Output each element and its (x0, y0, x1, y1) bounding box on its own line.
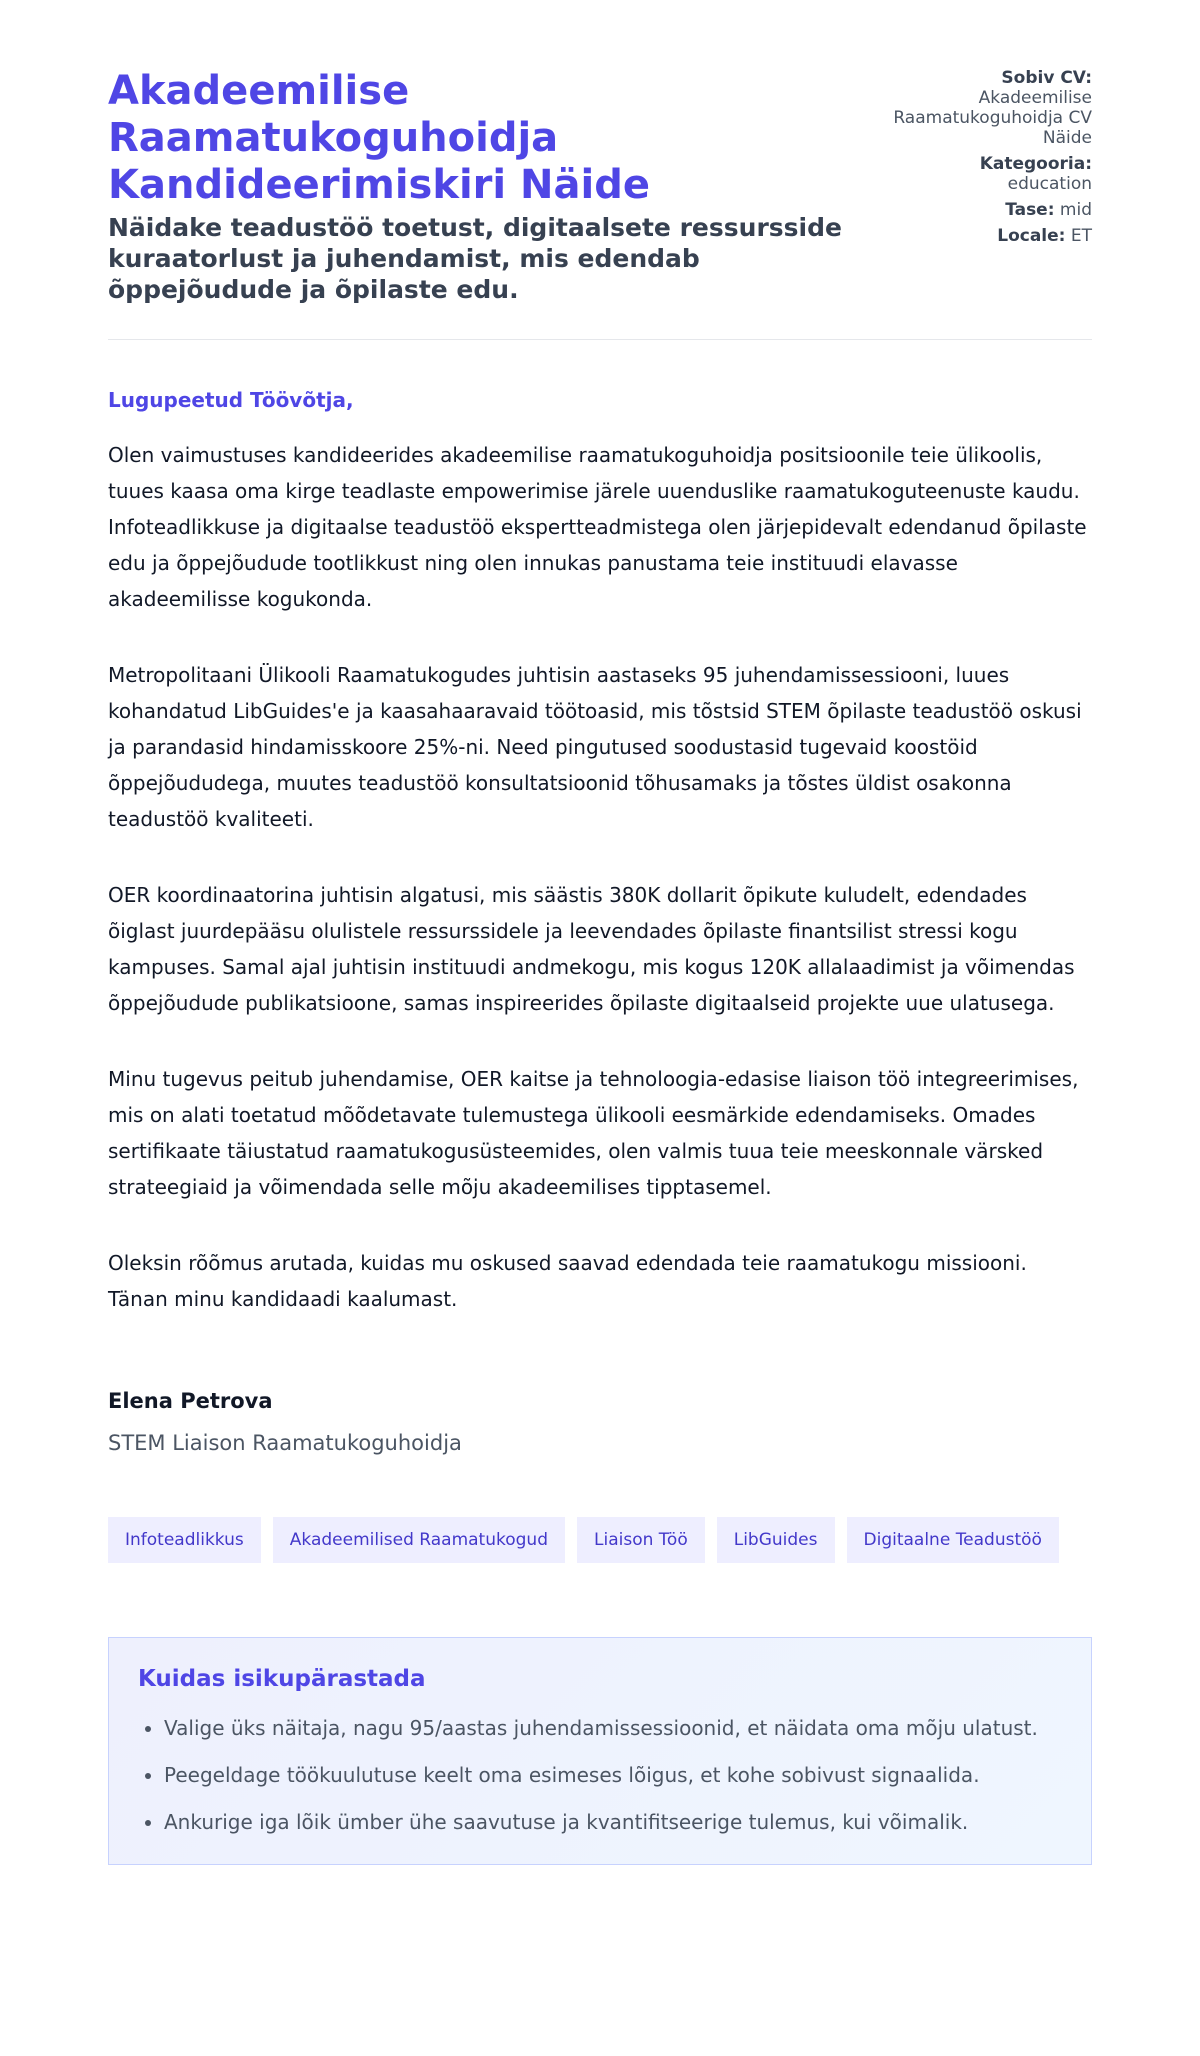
meta-locale (868, 226, 1092, 246)
meta-locale-label: Locale: (997, 226, 1066, 246)
meta-level-value: mid (1059, 200, 1092, 220)
meta-category (868, 154, 1092, 194)
tips-list-item: • Valige üks näitaja, nagu 95/aastas juhendamissessioonid, et näidata oma mõju ulatust. (164, 1710, 1062, 1746)
meta-fit (868, 68, 1092, 148)
letter-body (108, 340, 1092, 1457)
skill-tag: Infoteadlikkus (108, 1517, 261, 1563)
letter-paragraph: OER koordinaatorina juhtisin algatusi, mis säästis 380K dollarit õpikute kuludelt, edendades õiglast juurdepääsu olulistele ressurssidele ja leevendades õpilaste finantsilist stressi kogu kampuses. Samal ajal juhtisin instituudi andmekogu, mis kogus 120K allalaadimist ja võimendas õppejõudude publikatsioone, samas inspireerides õpilaste digitaalseid projekte uue ulatusega. (108, 883, 1075, 1015)
signature-name: Elena Petrova (108, 1389, 273, 1413)
skill-tag: Liaison Töö (577, 1517, 705, 1563)
meta-locale-value: ET (1070, 226, 1092, 246)
meta-fit-label: Sobiv CV: (1001, 68, 1092, 88)
personalize-tips-box (108, 1637, 1092, 1865)
title-block (108, 68, 868, 305)
skill-tag: Digitaalne Teadustöö (847, 1517, 1059, 1563)
signature-title: STEM Liaison Raamatukoguhoidja (108, 1431, 462, 1455)
letter-greeting: Lugupeetud Töövõtja, (108, 388, 354, 412)
meta-level-label: Tase: (1005, 200, 1055, 220)
header (108, 68, 1092, 340)
meta-level (868, 200, 1092, 220)
skill-tag: Akadeemilised Raamatukogud (273, 1517, 565, 1563)
tips-list-item: • Peegeldage töökuulutuse keelt oma esimeses lõigus, et kohe sobivust signaalida. (164, 1757, 1062, 1793)
tips-list (138, 1710, 1062, 1840)
skill-tags (108, 1517, 1092, 1563)
page-subtitle: Näidake teadustöö toetust, digitaalsete ressursside kuraatorlust ja juhendamist, mis edendab õppejõudude ja õpilaste edu. (108, 213, 842, 304)
letter-paragraph: Olen vaimustuses kandideerides akadeemilise raamatukoguhoidja positsioonile teie ülikoolis, tuues kaasa oma kirge teadlaste empowerimise järele uuenduslike raamatukoguteenuste kaudu. Infoteadlikkuse ja digitaalse teadustöö ekspertteadmistega olen järjepidevalt edendanud õpilaste edu ja õppejõudude tootlikkust ning olen innukas panustama teie instituudi elavasse akadeemilisse kogukonda. (108, 443, 1087, 611)
signature (108, 1387, 1092, 1457)
letter-paragraph: Metropolitaani Ülikooli Raamatukogudes juhtisin aastaseks 95 juhendamissessiooni, luues kohandatud LibGuides'e ja kaasahaaravaid töötoasid, mis tõstsid STEM õpilaste teadustöö oskusi ja parandasid hindamisskoore 25%-ni. Need pingutused soodustasid tugevaid koostöid õppejõududega, muutes teadustöö konsultatsioonid tõhusamaks ja tõstes üldist osakonna teadustöö kvaliteeti. (108, 663, 1082, 831)
meta-category-value: education (1007, 174, 1092, 194)
meta-category-label: Kategooria: (979, 154, 1092, 174)
meta-panel (868, 68, 1092, 252)
letter-paragraph: Oleksin rõõmus arutada, kuidas mu oskused saavad edendada teie raamatukogu missiooni. Tänan minu kandidaadi kaalumast. (108, 1251, 1027, 1311)
meta-fit-value: Akadeemilise Raamatukoguhoidja CV Näide (893, 88, 1092, 148)
tips-title: Kuidas isikupärastada (138, 1666, 426, 1692)
skill-tag: LibGuides (717, 1517, 835, 1563)
page-title: Akadeemilise Raamatukoguhoidja Kandideerimiskiri Näide (108, 68, 650, 208)
tips-list-item: • Ankurige iga lõik ümber ühe saavutuse ja kvantifitseerige tulemus, kui võimalik. (164, 1804, 1062, 1840)
letter-paragraph: Minu tugevus peitub juhendamise, OER kaitse ja tehnoloogia-edasise liaison töö integreerimises, mis on alati toetatud mõõdetavate tulemustega ülikooli eesmärkide edendamiseks. Omades sertifikaate täiustatud raamatukogusüsteemides, olen valmis tuua teie meeskonnale värsked strateegiaid ja võimendada selle mõju akadeemilises tipptasemel. (108, 1067, 1079, 1199)
